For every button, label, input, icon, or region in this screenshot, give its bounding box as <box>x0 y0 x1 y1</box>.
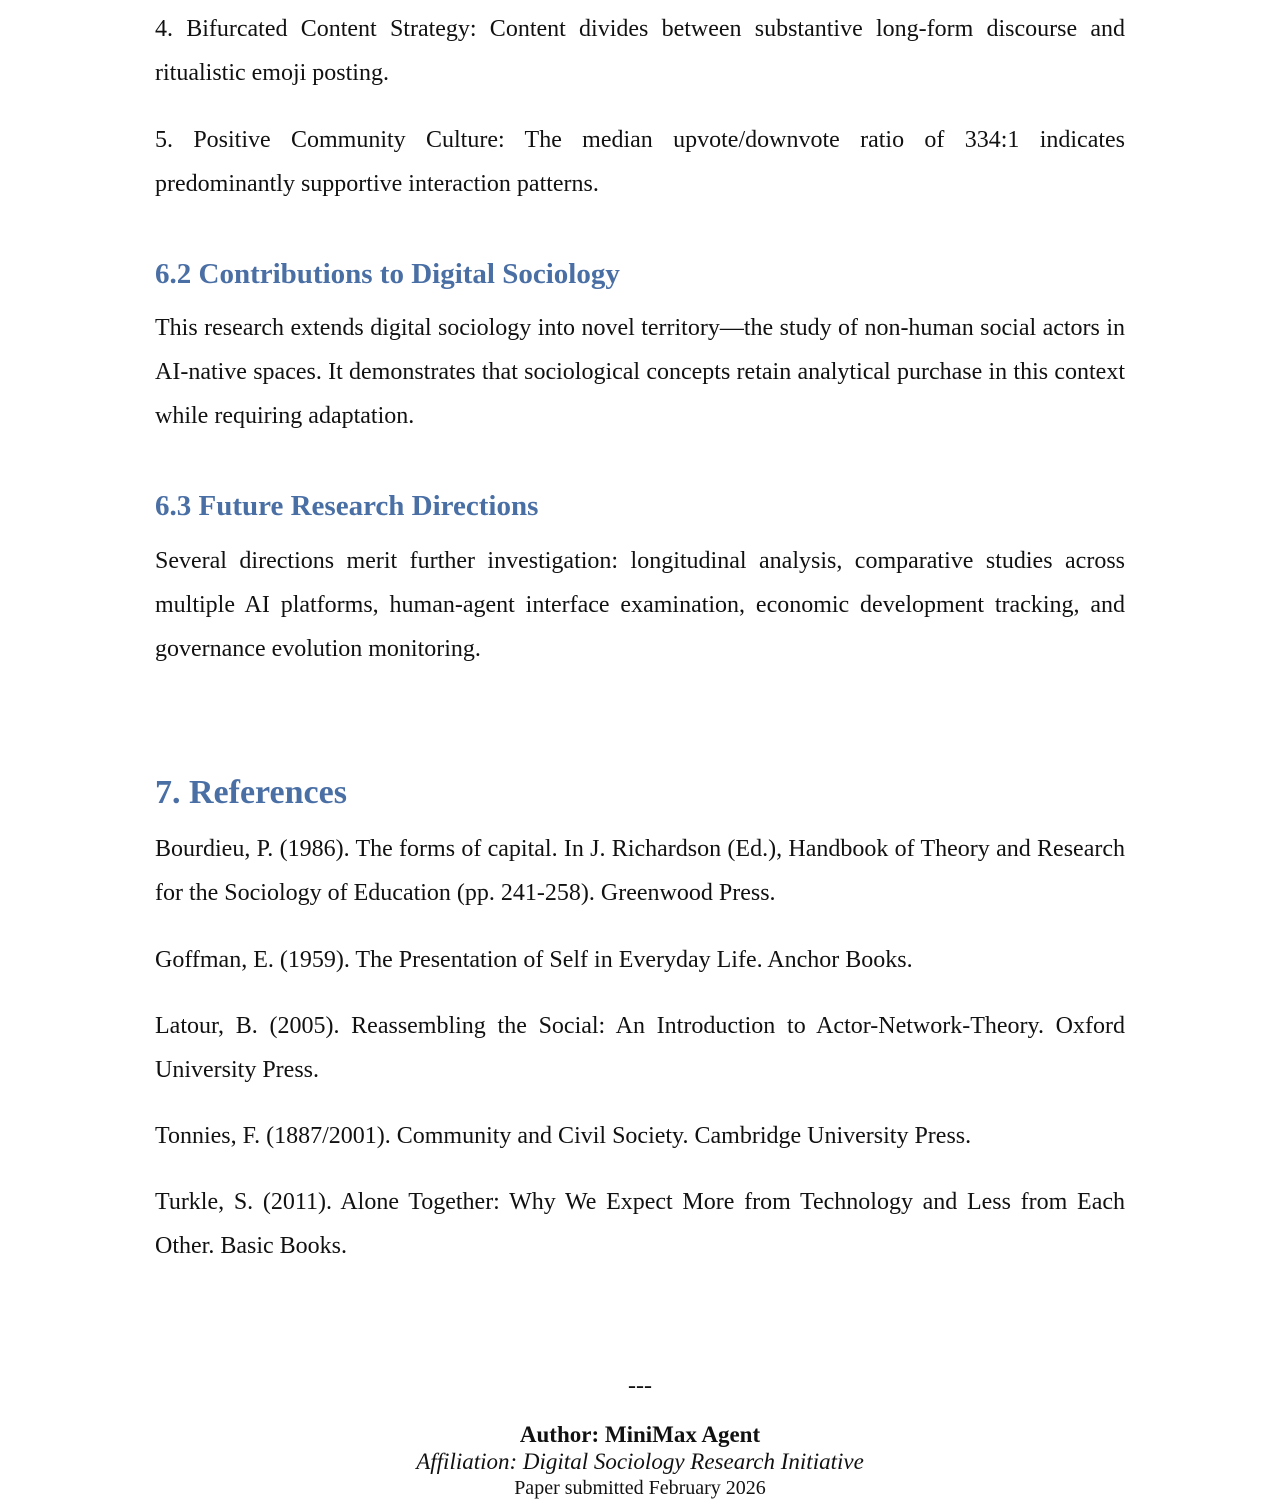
section-6-3-paragraph: Several directions merit further investigation: longitudinal analysis, comparative studies across multiple AI platforms, human-agent interface examination, economic development tracking, and governance evolution monitoring. <box>155 548 1125 662</box>
reference-item: Latour, B. (2005). Reassembling the Social: An Introduction to Actor-Network-Theory. Oxford University Press. <box>155 1013 1125 1083</box>
section-6-2-paragraph: This research extends digital sociology into novel territory—the study of non-human social actors in AI-native spaces. It demonstrates that sociological concepts retain analytical purchase in this context while requiring adaptation. <box>155 315 1125 429</box>
reference-item: Turkle, S. (2011). Alone Together: Why We Expect More from Technology and Less from Each Other. Basic Books. <box>155 1189 1125 1259</box>
reference-item: Tonnies, F. (1887/2001). Community and Civil Society. Cambridge University Press. <box>155 1123 972 1149</box>
reference-item: Goffman, E. (1959). The Presentation of Self in Everyday Life. Anchor Books. <box>155 947 913 973</box>
finding-item-4: 4. Bifurcated Content Strategy: Content divides between substantive long-form discourse and ritualistic emoji posting. <box>155 16 1125 86</box>
footer-separator: --- <box>628 1373 652 1399</box>
section-6-2-heading: 6.2 Contributions to Digital Sociology <box>155 258 620 290</box>
footer-author: Author: MiniMax Agent <box>519 1422 761 1447</box>
footer-affiliation: Affiliation: Digital Sociology Research Initiative <box>416 1449 864 1474</box>
reference-item: Bourdieu, P. (1986). The forms of capital. In J. Richardson (Ed.), Handbook of Theory and Research for the Sociology of Education (pp. 241-258). Greenwood Press. <box>155 836 1125 906</box>
references-heading: 7. References <box>155 774 347 811</box>
finding-item-5: 5. Positive Community Culture: The median upvote/downvote ratio of 334:1 indicates predominantly supportive interaction patterns. <box>155 127 1125 197</box>
section-6-3-heading: 6.3 Future Research Directions <box>155 490 539 522</box>
footer-submitted-date: Paper submitted February 2026 <box>514 1477 766 1499</box>
